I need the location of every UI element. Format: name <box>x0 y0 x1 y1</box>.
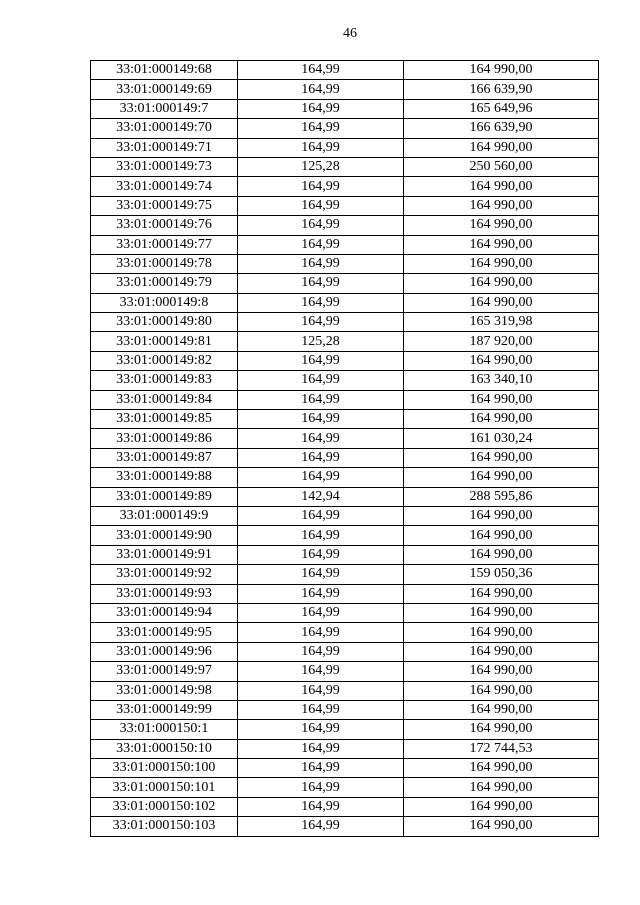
table-row <box>91 448 599 467</box>
cadastral-number-cell: 33:01:000150:102 <box>91 797 238 816</box>
cadastral-number-cell: 33:01:000149:69 <box>91 80 238 99</box>
cadastral-value-cell: 165 649,96 <box>404 99 599 118</box>
area-cell: 164,99 <box>238 390 404 409</box>
cadastral-number-cell: 33:01:000149:76 <box>91 216 238 235</box>
cadastral-value-cell: 165 319,98 <box>404 313 599 332</box>
cadastral-number-cell: 33:01:000150:100 <box>91 759 238 778</box>
cadastral-number-cell: 33:01:000149:84 <box>91 390 238 409</box>
table-row <box>91 681 599 700</box>
cadastral-value-cell: 164 990,00 <box>404 545 599 564</box>
cadastral-value-cell: 164 990,00 <box>404 778 599 797</box>
cadastral-number-cell: 33:01:000149:94 <box>91 603 238 622</box>
cadastral-value-cell: 172 744,53 <box>404 739 599 758</box>
table-row <box>91 351 599 370</box>
cadastral-number-cell: 33:01:000150:103 <box>91 817 238 836</box>
cadastral-number-cell: 33:01:000149:73 <box>91 157 238 176</box>
cadastral-number-cell: 33:01:000149:96 <box>91 642 238 661</box>
cadastral-number-cell: 33:01:000149:88 <box>91 468 238 487</box>
cadastral-value-cell: 164 990,00 <box>404 274 599 293</box>
cadastral-number-cell: 33:01:000149:98 <box>91 681 238 700</box>
area-cell: 164,99 <box>238 700 404 719</box>
cadastral-number-cell: 33:01:000150:10 <box>91 739 238 758</box>
cadastral-number-cell: 33:01:000149:80 <box>91 313 238 332</box>
cadastral-value-cell: 187 920,00 <box>404 332 599 351</box>
table-row <box>91 196 599 215</box>
area-cell: 164,99 <box>238 720 404 739</box>
table-row <box>91 410 599 429</box>
cadastral-value-cell: 164 990,00 <box>404 216 599 235</box>
table-row <box>91 797 599 816</box>
table-row <box>91 720 599 739</box>
cadastral-number-cell: 33:01:000149:97 <box>91 662 238 681</box>
area-cell: 125,28 <box>238 157 404 176</box>
table-row <box>91 371 599 390</box>
cadastral-number-cell: 33:01:000149:74 <box>91 177 238 196</box>
cadastral-value-cell: 164 990,00 <box>404 351 599 370</box>
cadastral-number-cell: 33:01:000149:91 <box>91 545 238 564</box>
area-cell: 164,99 <box>238 216 404 235</box>
cadastral-value-cell: 164 990,00 <box>404 196 599 215</box>
cadastral-number-cell: 33:01:000149:9 <box>91 506 238 525</box>
cadastral-value-cell: 164 990,00 <box>404 138 599 157</box>
cadastral-value-cell: 164 990,00 <box>404 448 599 467</box>
area-cell: 164,99 <box>238 817 404 836</box>
cadastral-number-cell: 33:01:000149:86 <box>91 429 238 448</box>
table-row <box>91 429 599 448</box>
cadastral-number-cell: 33:01:000149:77 <box>91 235 238 254</box>
table-body <box>91 61 599 837</box>
cadastral-number-cell: 33:01:000149:68 <box>91 61 238 80</box>
cadastral-number-cell: 33:01:000149:7 <box>91 99 238 118</box>
area-cell: 164,99 <box>238 759 404 778</box>
table-row <box>91 506 599 525</box>
table-row <box>91 293 599 312</box>
cadastral-number-cell: 33:01:000149:92 <box>91 565 238 584</box>
area-cell: 164,99 <box>238 138 404 157</box>
cadastral-number-cell: 33:01:000149:79 <box>91 274 238 293</box>
area-cell: 164,99 <box>238 177 404 196</box>
cadastral-value-cell: 164 990,00 <box>404 797 599 816</box>
table-row <box>91 662 599 681</box>
area-cell: 164,99 <box>238 526 404 545</box>
cadastral-value-cell: 164 990,00 <box>404 254 599 273</box>
cadastral-value-cell: 164 990,00 <box>404 468 599 487</box>
table-row <box>91 565 599 584</box>
cadastral-value-cell: 164 990,00 <box>404 390 599 409</box>
cadastral-number-cell: 33:01:000149:90 <box>91 526 238 545</box>
cadastral-value-table <box>90 60 599 837</box>
table-row <box>91 817 599 836</box>
table-row <box>91 99 599 118</box>
area-cell: 164,99 <box>238 545 404 564</box>
cadastral-value-cell: 250 560,00 <box>404 157 599 176</box>
cadastral-value-cell: 164 990,00 <box>404 681 599 700</box>
table-row <box>91 254 599 273</box>
table-row <box>91 119 599 138</box>
area-cell: 164,99 <box>238 429 404 448</box>
area-cell: 164,99 <box>238 313 404 332</box>
table-row <box>91 80 599 99</box>
cadastral-value-cell: 166 639,90 <box>404 80 599 99</box>
cadastral-number-cell: 33:01:000149:99 <box>91 700 238 719</box>
table-row <box>91 61 599 80</box>
area-cell: 164,99 <box>238 681 404 700</box>
table-row <box>91 759 599 778</box>
area-cell: 164,99 <box>238 642 404 661</box>
table-row <box>91 487 599 506</box>
table-row <box>91 390 599 409</box>
area-cell: 164,99 <box>238 254 404 273</box>
cadastral-value-cell: 164 990,00 <box>404 526 599 545</box>
area-cell: 164,99 <box>238 196 404 215</box>
cadastral-number-cell: 33:01:000149:95 <box>91 623 238 642</box>
cadastral-value-cell: 164 990,00 <box>404 623 599 642</box>
area-cell: 164,99 <box>238 371 404 390</box>
table-row <box>91 526 599 545</box>
area-cell: 164,99 <box>238 410 404 429</box>
cadastral-value-cell: 164 990,00 <box>404 293 599 312</box>
cadastral-number-cell: 33:01:000149:93 <box>91 584 238 603</box>
cadastral-value-cell: 164 990,00 <box>404 700 599 719</box>
area-cell: 164,99 <box>238 468 404 487</box>
area-cell: 164,99 <box>238 119 404 138</box>
table-row <box>91 642 599 661</box>
cadastral-value-cell: 164 990,00 <box>404 642 599 661</box>
cadastral-number-cell: 33:01:000149:78 <box>91 254 238 273</box>
cadastral-value-cell: 164 990,00 <box>404 506 599 525</box>
area-cell: 164,99 <box>238 623 404 642</box>
cadastral-value-cell: 164 990,00 <box>404 177 599 196</box>
cadastral-number-cell: 33:01:000149:85 <box>91 410 238 429</box>
cadastral-number-cell: 33:01:000149:71 <box>91 138 238 157</box>
table-row <box>91 545 599 564</box>
table-row <box>91 603 599 622</box>
area-cell: 164,99 <box>238 61 404 80</box>
cadastral-number-cell: 33:01:000149:75 <box>91 196 238 215</box>
cadastral-value-cell: 161 030,24 <box>404 429 599 448</box>
table-row <box>91 584 599 603</box>
cadastral-value-cell: 159 050,36 <box>404 565 599 584</box>
cadastral-value-cell: 164 990,00 <box>404 662 599 681</box>
table-row <box>91 157 599 176</box>
table-row <box>91 332 599 351</box>
cadastral-value-cell: 164 990,00 <box>404 410 599 429</box>
table-row <box>91 778 599 797</box>
table-row <box>91 623 599 642</box>
cadastral-value-cell: 164 990,00 <box>404 235 599 254</box>
area-cell: 164,99 <box>238 99 404 118</box>
cadastral-value-cell: 164 990,00 <box>404 603 599 622</box>
table-row <box>91 177 599 196</box>
cadastral-number-cell: 33:01:000149:8 <box>91 293 238 312</box>
cadastral-number-cell: 33:01:000150:1 <box>91 720 238 739</box>
area-cell: 164,99 <box>238 662 404 681</box>
table-row <box>91 739 599 758</box>
area-cell: 164,99 <box>238 778 404 797</box>
table-row <box>91 313 599 332</box>
cadastral-value-cell: 164 990,00 <box>404 61 599 80</box>
area-cell: 164,99 <box>238 565 404 584</box>
cadastral-number-cell: 33:01:000149:83 <box>91 371 238 390</box>
area-cell: 164,99 <box>238 80 404 99</box>
area-cell: 164,99 <box>238 603 404 622</box>
cadastral-value-cell: 164 990,00 <box>404 817 599 836</box>
area-cell: 164,99 <box>238 739 404 758</box>
cadastral-number-cell: 33:01:000150:101 <box>91 778 238 797</box>
page-number: 46 <box>343 26 357 41</box>
cadastral-value-cell: 166 639,90 <box>404 119 599 138</box>
table-row <box>91 216 599 235</box>
area-cell: 125,28 <box>238 332 404 351</box>
area-cell: 142,94 <box>238 487 404 506</box>
table-row <box>91 700 599 719</box>
area-cell: 164,99 <box>238 274 404 293</box>
cadastral-value-cell: 288 595,86 <box>404 487 599 506</box>
cadastral-value-cell: 164 990,00 <box>404 720 599 739</box>
area-cell: 164,99 <box>238 293 404 312</box>
cadastral-number-cell: 33:01:000149:82 <box>91 351 238 370</box>
cadastral-number-cell: 33:01:000149:89 <box>91 487 238 506</box>
area-cell: 164,99 <box>238 448 404 467</box>
table-row <box>91 468 599 487</box>
area-cell: 164,99 <box>238 506 404 525</box>
cadastral-value-cell: 163 340,10 <box>404 371 599 390</box>
area-cell: 164,99 <box>238 584 404 603</box>
cadastral-number-cell: 33:01:000149:70 <box>91 119 238 138</box>
area-cell: 164,99 <box>238 797 404 816</box>
area-cell: 164,99 <box>238 351 404 370</box>
table-row <box>91 274 599 293</box>
cadastral-value-cell: 164 990,00 <box>404 584 599 603</box>
table-row <box>91 235 599 254</box>
cadastral-value-cell: 164 990,00 <box>404 759 599 778</box>
cadastral-number-cell: 33:01:000149:81 <box>91 332 238 351</box>
table-row <box>91 138 599 157</box>
area-cell: 164,99 <box>238 235 404 254</box>
cadastral-number-cell: 33:01:000149:87 <box>91 448 238 467</box>
